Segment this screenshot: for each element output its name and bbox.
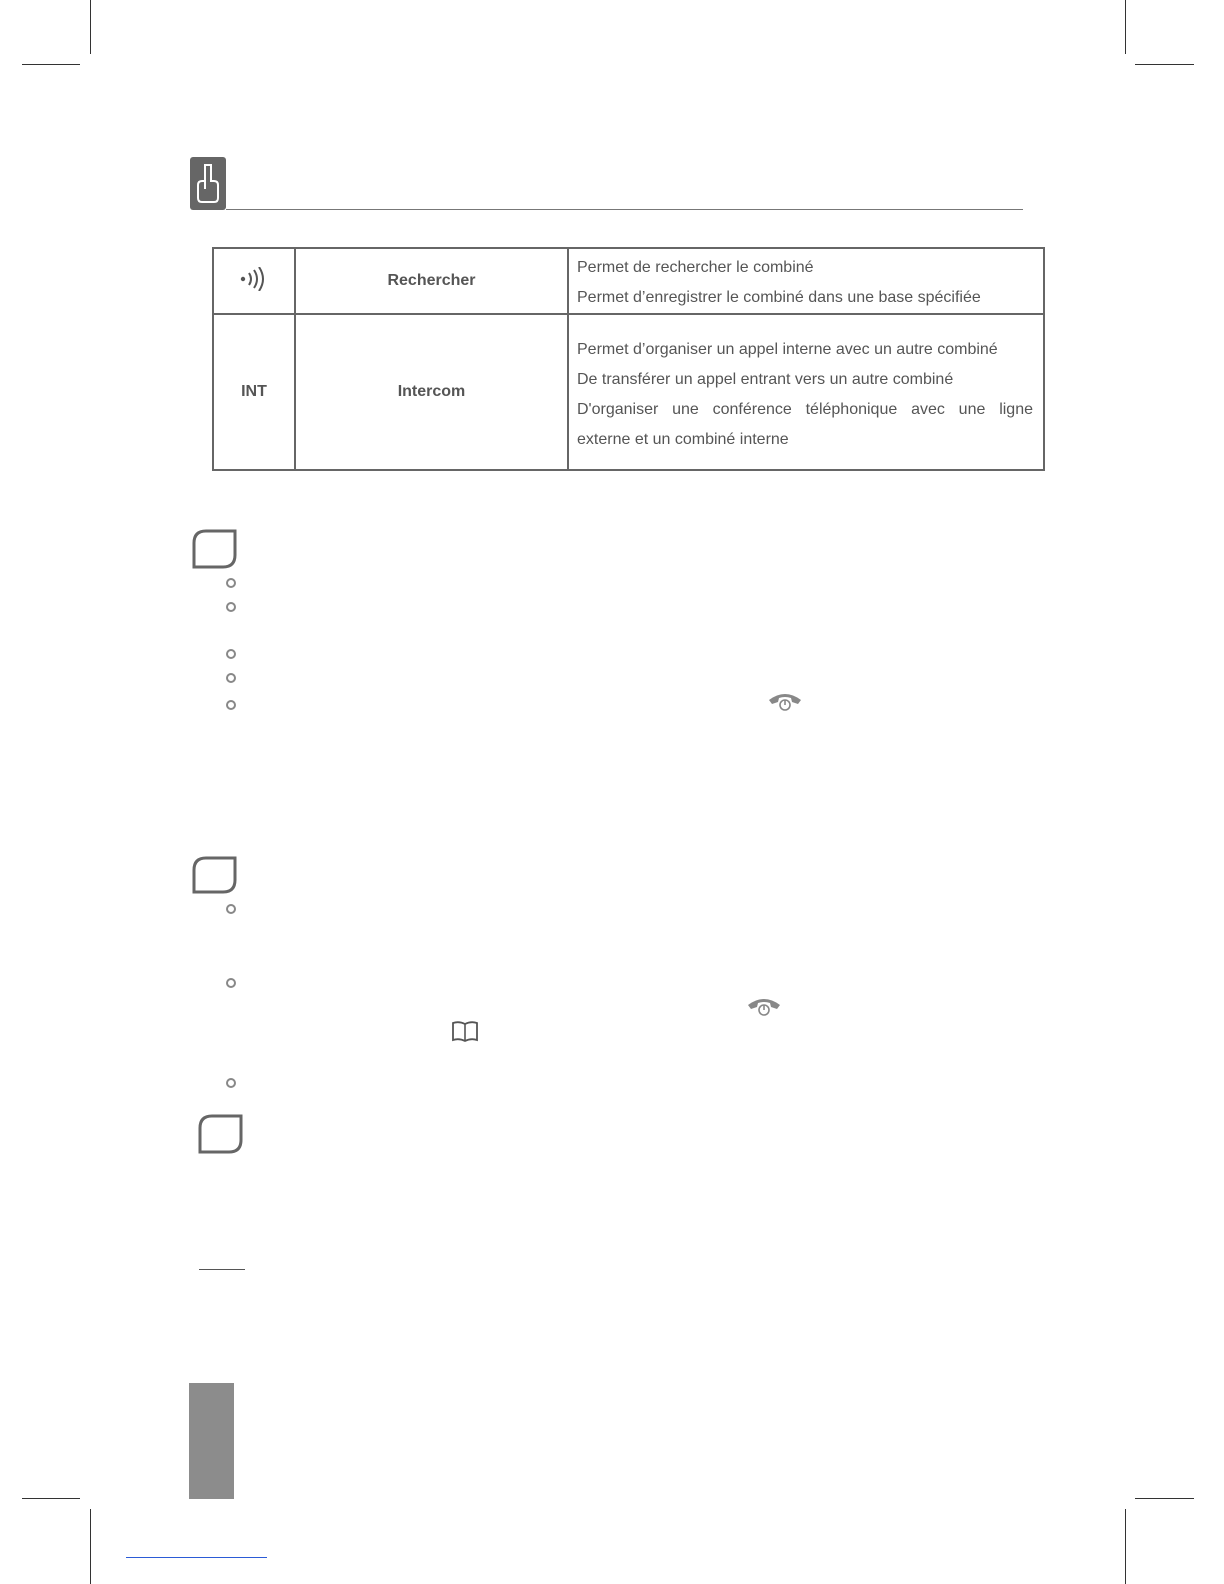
hand-touch-icon <box>190 157 226 210</box>
function-key: INT <box>213 314 295 470</box>
bullet-icon <box>226 602 236 612</box>
crop-mark <box>22 1498 80 1499</box>
book-icon <box>451 1020 479 1049</box>
bullet-icon <box>226 1078 236 1088</box>
bullet-icon <box>226 649 236 659</box>
footer-link-underline <box>126 1557 267 1558</box>
crop-mark <box>1135 1498 1194 1499</box>
crop-mark <box>1125 1509 1126 1584</box>
note-box-icon <box>192 856 238 899</box>
crop-mark <box>90 1509 91 1584</box>
bullet-icon <box>226 904 236 914</box>
description-line: D'organiser une conférence téléphonique avec une ligne externe et un combiné interne <box>577 401 1033 448</box>
bullet-icon <box>226 673 236 683</box>
crop-mark <box>90 0 91 54</box>
crop-mark <box>22 64 80 65</box>
crop-mark <box>1135 64 1194 65</box>
function-table <box>212 247 1045 471</box>
table-row <box>213 314 1044 470</box>
description-line: De transférer un appel entrant vers un autre combiné <box>577 371 954 388</box>
description-line: Permet de rechercher le combiné <box>577 259 814 276</box>
bullet-icon <box>226 700 236 710</box>
side-tab <box>189 1383 234 1499</box>
note-box-icon <box>192 529 238 574</box>
bullet-icon <box>226 578 236 588</box>
function-name: Rechercher <box>295 248 568 314</box>
description-line: Permet d’organiser un appel interne avec un autre combiné <box>577 341 998 358</box>
header-rule <box>226 209 1023 210</box>
description-line: Permet d’enregistrer le combiné dans une base spécifiée <box>577 289 981 306</box>
signal-waves-icon <box>213 248 295 314</box>
short-rule <box>199 1269 245 1270</box>
function-description <box>568 248 1044 314</box>
bullet-icon <box>226 978 236 988</box>
function-name: Intercom <box>295 314 568 470</box>
end-call-icon <box>767 690 803 719</box>
function-description <box>568 314 1044 470</box>
note-box-icon <box>198 1114 244 1159</box>
crop-mark <box>1125 0 1126 54</box>
end-call-icon <box>746 995 782 1024</box>
table-row <box>213 248 1044 314</box>
